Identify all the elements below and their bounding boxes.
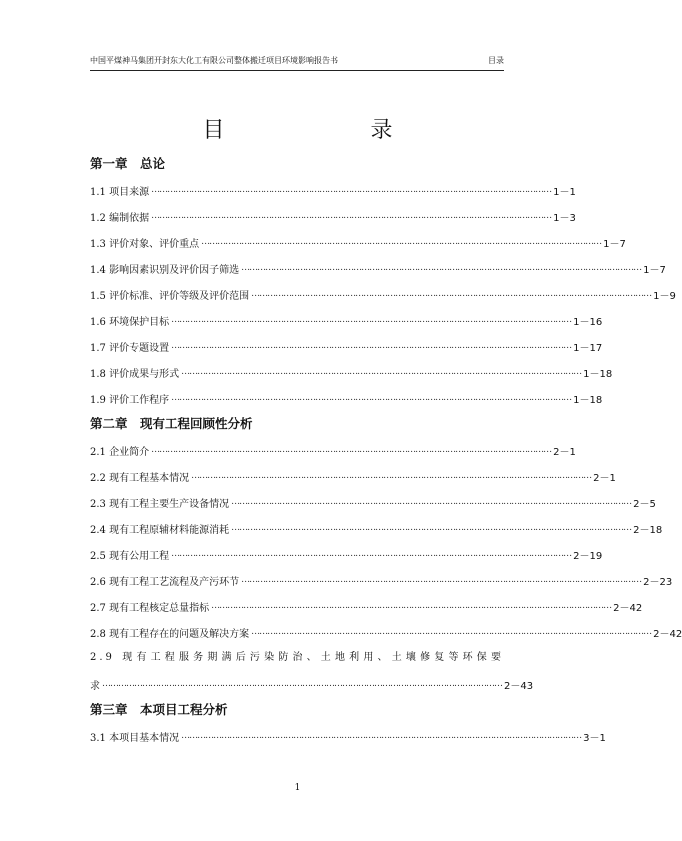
toc-entry-title: 1.7 评价专题设置 bbox=[90, 342, 170, 354]
header-rule bbox=[90, 70, 504, 71]
toc-entry-page: 2－1 bbox=[593, 472, 616, 484]
toc-entry-2-3[interactable] bbox=[90, 489, 656, 515]
toc-entry-page: 1－17 bbox=[573, 342, 603, 354]
dot-leader: …………………………………………………………………………………………………………………………………… bbox=[241, 575, 642, 585]
chapter-2-heading: 第二章 现有工程回顾性分析 bbox=[90, 416, 253, 431]
toc-entry-title: 2.1 企业简介 bbox=[90, 446, 150, 458]
toc-entry-page: 2－5 bbox=[633, 498, 656, 510]
toc-entry-page: 2－23 bbox=[643, 576, 673, 588]
toc-entry-2-6[interactable] bbox=[90, 567, 673, 593]
dot-leader: …………………………………………………………………………………………………………………………………… bbox=[171, 315, 572, 325]
toc-entry-2-9[interactable] bbox=[90, 645, 534, 697]
toc-entry-2-1[interactable] bbox=[90, 437, 576, 463]
toc-entry-page: 1－18 bbox=[573, 394, 603, 406]
dot-leader: …………………………………………………………………………………………………………………………………… bbox=[241, 263, 642, 273]
dot-leader: …………………………………………………………………………………………………………………………………… bbox=[151, 211, 552, 221]
toc-entry-1-2[interactable] bbox=[90, 203, 576, 229]
toc-entry-1-3[interactable] bbox=[90, 229, 626, 255]
running-header bbox=[90, 54, 504, 68]
toc-entry-title: 2.5 现有公用工程 bbox=[90, 550, 170, 562]
toc-entry-title-line2: 求 bbox=[90, 680, 100, 692]
toc-entry-page: 2－1 bbox=[553, 446, 576, 458]
toc-entry-1-6[interactable] bbox=[90, 307, 603, 333]
header-report-title: 中国平煤神马集团开封东大化工有限公司整体搬迁项目环境影响报告书 bbox=[90, 56, 338, 65]
toc-entry-title: 1.8 评价成果与形式 bbox=[90, 368, 180, 380]
toc-entry-page: 3－1 bbox=[583, 732, 606, 744]
toc-entry-page: 1－9 bbox=[653, 290, 676, 302]
page-number: 1 bbox=[294, 783, 301, 793]
toc-entry-page: 2－42 bbox=[653, 628, 682, 640]
toc-entry-2-7[interactable] bbox=[90, 593, 643, 619]
toc-entry-title: 2.7 现有工程核定总量指标 bbox=[90, 602, 210, 614]
dot-leader: …………………………………………………………………………………………………………………………………… bbox=[251, 289, 652, 299]
toc-entry-title: 1.4 影响因素识别及评价因子筛选 bbox=[90, 264, 240, 276]
toc-entry-page: 2－18 bbox=[633, 524, 663, 536]
dot-leader: …………………………………………………………………………………………………………………………………… bbox=[181, 367, 582, 377]
toc-entry-title: 2.3 现有工程主要生产设备情况 bbox=[90, 498, 230, 510]
dot-leader: …………………………………………………………………………………………………………………………………… bbox=[191, 471, 592, 481]
dot-leader: …………………………………………………………………………………………………………………………………… bbox=[231, 523, 632, 533]
chapter-1-heading: 第一章 总论 bbox=[90, 156, 166, 171]
toc-entry-1-9[interactable] bbox=[90, 385, 603, 411]
toc-entry-title: 1.1 项目来源 bbox=[90, 186, 150, 198]
chapter-3-heading: 第三章 本项目工程分析 bbox=[90, 702, 228, 717]
toc-entry-page: 1－7 bbox=[643, 264, 666, 276]
page-title: 目 录 bbox=[202, 118, 427, 143]
toc-entry-title: 3.1 本项目基本情况 bbox=[90, 732, 180, 744]
toc-entry-page: 1－16 bbox=[573, 316, 603, 328]
toc-entry-title: 1.5 评价标准、评价等级及评价范围 bbox=[90, 290, 250, 302]
toc-entry-1-8[interactable] bbox=[90, 359, 613, 385]
toc-entry-1-5[interactable] bbox=[90, 281, 676, 307]
toc-entry-page: 1－1 bbox=[553, 186, 576, 198]
dot-leader: …………………………………………………………………………………………………………………………………… bbox=[171, 549, 572, 559]
toc-entry-2-2[interactable] bbox=[90, 463, 616, 489]
toc-entry-1-7[interactable] bbox=[90, 333, 603, 359]
dot-leader: …………………………………………………………………………………………………………………………………… bbox=[151, 185, 552, 195]
dot-leader: …………………………………………………………………………………………………………………………………… bbox=[151, 445, 552, 455]
dot-leader: …………………………………………………………………………………………………………………………………… bbox=[102, 679, 502, 689]
dot-leader: …………………………………………………………………………………………………………………………………… bbox=[181, 731, 582, 741]
toc-entry-title: 1.2 编制依据 bbox=[90, 212, 150, 224]
toc-entry-page: 1－7 bbox=[603, 238, 626, 250]
toc-entry-3-1[interactable] bbox=[90, 723, 606, 749]
toc-entry-title: 2.6 现有工程工艺流程及产污环节 bbox=[90, 576, 240, 588]
toc-entry-title: 1.6 环境保护目标 bbox=[90, 316, 170, 328]
toc-entry-1-4[interactable] bbox=[90, 255, 666, 281]
toc-entry-page: 1－18 bbox=[583, 368, 613, 380]
toc-entry-2-8[interactable] bbox=[90, 619, 682, 645]
toc-entry-page: 1－3 bbox=[553, 212, 576, 224]
dot-leader: …………………………………………………………………………………………………………………………………… bbox=[231, 497, 632, 507]
toc-entry-1-1[interactable] bbox=[90, 177, 576, 203]
toc-entry-title: 2.2 现有工程基本情况 bbox=[90, 472, 190, 484]
dot-leader: …………………………………………………………………………………………………………………………………… bbox=[171, 341, 572, 351]
toc-entry-title-line1: 2.9 现有工程服务期满后污染防治、土地利用、土壤修复等环保要 bbox=[90, 652, 504, 663]
toc-entry-page: 2－19 bbox=[573, 550, 603, 562]
toc-entry-title: 2.4 现有工程原辅材料能源消耗 bbox=[90, 524, 230, 536]
dot-leader: …………………………………………………………………………………………………………………………………… bbox=[171, 393, 572, 403]
dot-leader: …………………………………………………………………………………………………………………………………… bbox=[251, 627, 652, 637]
toc-entry-title: 1.9 评价工作程序 bbox=[90, 394, 170, 406]
toc-entry-title: 2.8 现有工程存在的问题及解决方案 bbox=[90, 628, 250, 640]
header-section-label: 目录 bbox=[488, 56, 504, 65]
dot-leader: …………………………………………………………………………………………………………………………………… bbox=[201, 237, 602, 247]
table-of-contents bbox=[90, 151, 682, 749]
toc-entry-title-line2-row bbox=[90, 671, 534, 697]
toc-entry-2-4[interactable] bbox=[90, 515, 663, 541]
toc-entry-title: 1.3 评价对象、评价重点 bbox=[90, 238, 200, 250]
toc-entry-2-5[interactable] bbox=[90, 541, 603, 567]
toc-entry-page: 2－42 bbox=[613, 602, 643, 614]
toc-entry-page: 2－43 bbox=[504, 680, 534, 692]
dot-leader: …………………………………………………………………………………………………………………………………… bbox=[211, 601, 612, 611]
